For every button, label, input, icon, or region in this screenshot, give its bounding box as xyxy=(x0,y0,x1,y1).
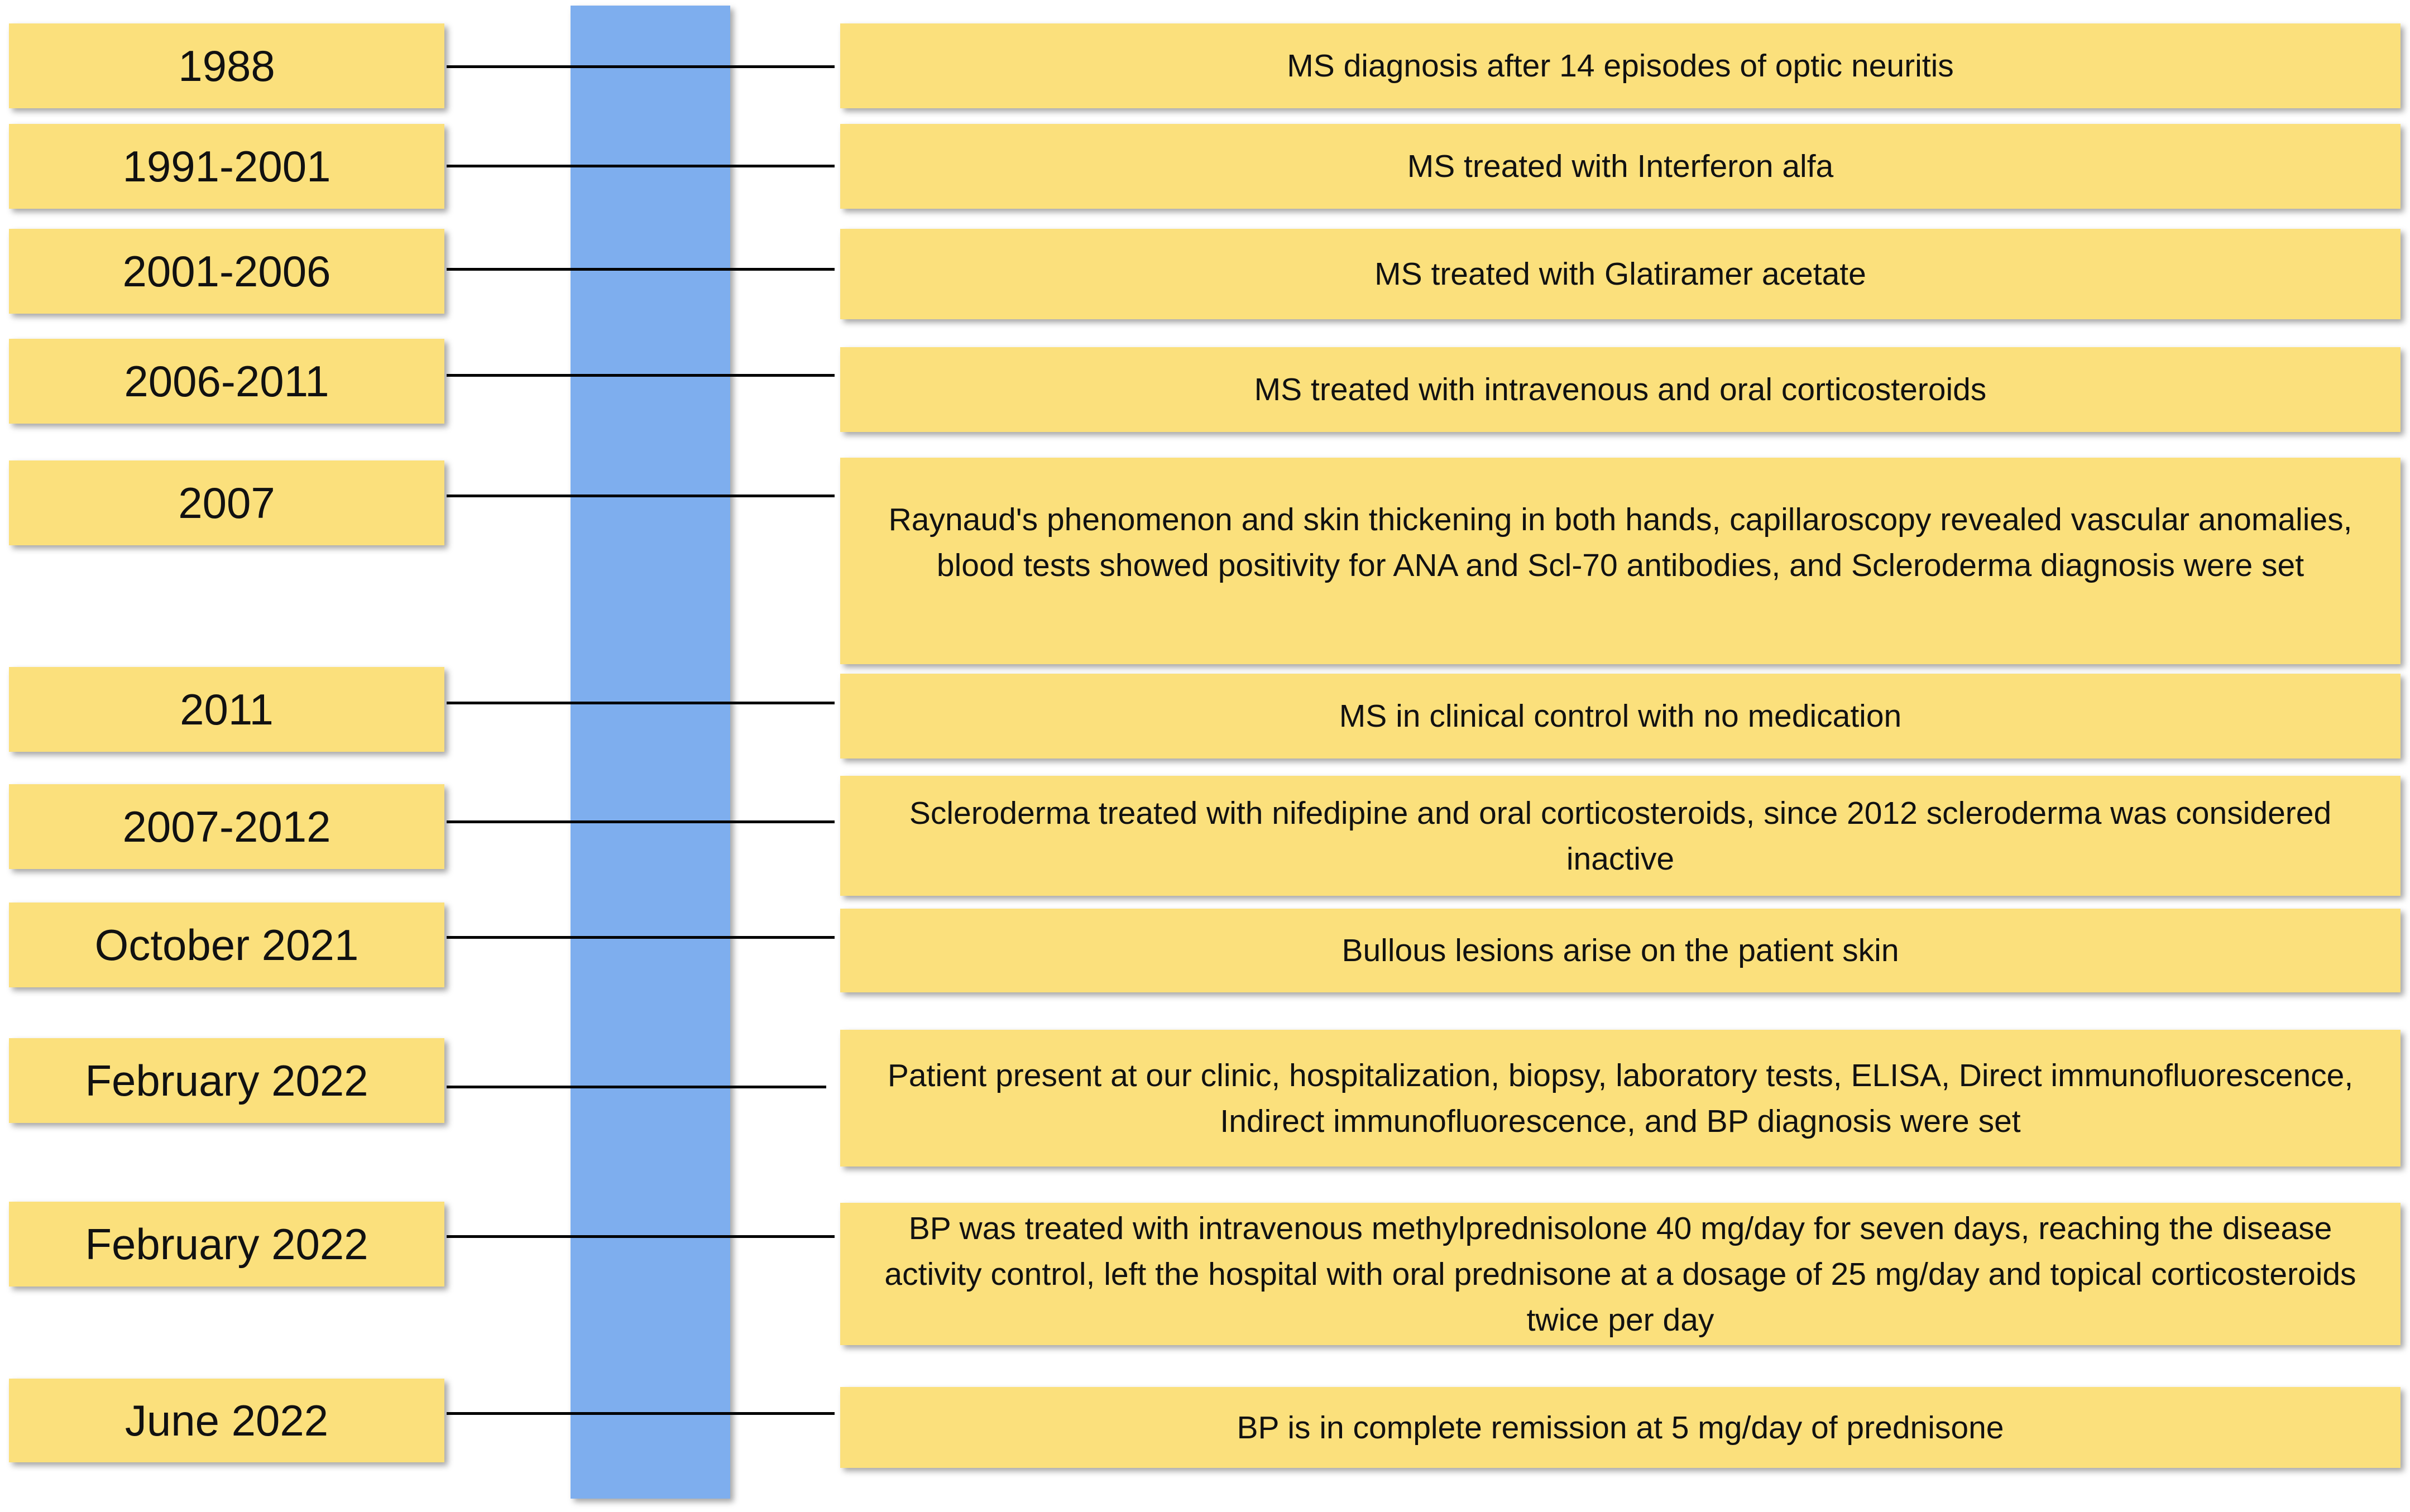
event-box xyxy=(840,909,2401,992)
date-label: 1988 xyxy=(178,41,275,90)
connector-line xyxy=(447,374,835,377)
event-box xyxy=(840,776,2401,896)
date-box xyxy=(9,229,444,314)
event-text: BP was treated with intravenous methylprednisolone 40 mg/day for seven days, reaching the disease activity control, left the hospital with oral prednisone at a dosage of 25 mg/day and topical corticosteroids twice per day xyxy=(884,1210,2356,1338)
event-box xyxy=(840,23,2401,108)
date-box xyxy=(9,23,444,108)
event-box xyxy=(840,674,2401,759)
date-box xyxy=(9,1379,444,1462)
date-label: 2006-2011 xyxy=(124,356,329,406)
date-label: 2001-2006 xyxy=(122,246,331,296)
date-label: June 2022 xyxy=(124,1395,329,1445)
event-text: Raynaud's phenomenon and skin thickening in both hands, capillaroscopy revealed vascular anomalies, blood tests showed positivity for ANA and Scl-70 antibodies, and Scleroderma diagnosis were set xyxy=(888,502,2352,583)
event-text: Scleroderma treated with nifedipine and oral corticosteroids, since 2012 scleroderma was considered inactive xyxy=(909,795,2332,877)
connector-line xyxy=(447,936,835,939)
date-box xyxy=(9,1038,444,1123)
date-box xyxy=(9,667,444,752)
event-box xyxy=(840,1203,2401,1345)
date-label: October 2021 xyxy=(94,920,359,969)
date-label: 2007-2012 xyxy=(122,801,331,851)
timeline-spine xyxy=(571,6,730,1499)
connector-line xyxy=(447,268,835,271)
event-box xyxy=(840,229,2401,319)
event-text: MS diagnosis after 14 episodes of optic neuritis xyxy=(1287,48,1954,84)
event-box xyxy=(840,347,2401,432)
connector-line xyxy=(447,65,835,68)
date-label: 2007 xyxy=(178,478,275,527)
connector-line xyxy=(447,1235,835,1238)
date-box xyxy=(9,339,444,424)
connector-line xyxy=(447,1086,826,1088)
event-text: MS treated with Glatiramer acetate xyxy=(1374,256,1866,292)
date-label: February 2022 xyxy=(85,1055,368,1105)
date-label: February 2022 xyxy=(85,1219,368,1269)
connector-line xyxy=(447,1412,835,1415)
event-text: MS in clinical control with no medication xyxy=(1339,698,1902,734)
event-box xyxy=(840,124,2401,209)
event-text: MS treated with Interferon alfa xyxy=(1407,148,1834,184)
event-text: MS treated with intravenous and oral corticosteroids xyxy=(1254,372,1987,407)
connector-line xyxy=(447,820,835,823)
event-box xyxy=(840,458,2401,664)
event-box xyxy=(840,1030,2401,1167)
connector-line xyxy=(447,702,835,704)
event-text: BP is in complete remission at 5 mg/day of prednisone xyxy=(1237,1409,2004,1446)
event-text: Bullous lesions arise on the patient skin xyxy=(1341,933,1899,968)
connector-line xyxy=(447,165,835,167)
date-box xyxy=(9,1202,444,1287)
connector-line xyxy=(447,495,835,497)
event-box xyxy=(840,1387,2401,1468)
date-box xyxy=(9,460,444,545)
event-text: Patient present at our clinic, hospitalization, biopsy, laboratory tests, ELISA, Direct immunofluorescence, Indirect immunofluorescence, and BP diagnosis were set xyxy=(887,1057,2354,1139)
date-box xyxy=(9,124,444,209)
date-label: 1991-2001 xyxy=(122,141,331,191)
date-box xyxy=(9,784,444,869)
date-label: 2011 xyxy=(180,684,274,734)
date-box xyxy=(9,903,444,987)
